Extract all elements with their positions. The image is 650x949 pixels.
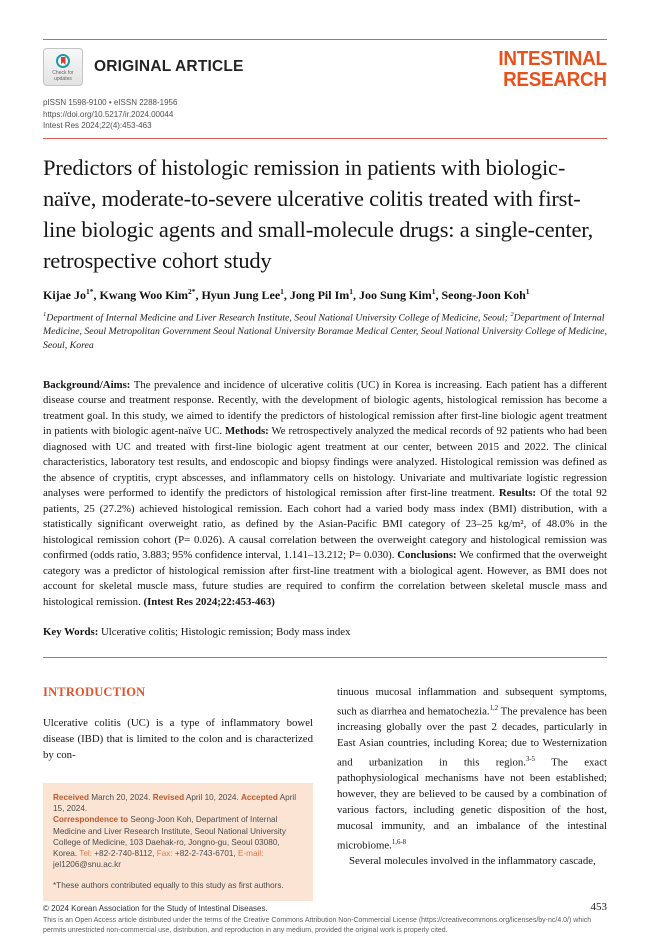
citation-line: Intest Res 2024;22(4):453-463 (43, 121, 152, 130)
two-column-body (43, 685, 607, 901)
correspondence (53, 814, 303, 870)
intro-paragraph-right-1 (337, 685, 607, 854)
check-for-updates-badge[interactable] (43, 48, 83, 86)
fax-number: +82-2-743-6701, (172, 849, 238, 859)
keywords-text: Ulcerative colitis; Histologic remission; Body mass index (98, 626, 351, 639)
affil-mark: 1 (43, 310, 47, 318)
history-dates (53, 792, 303, 815)
author: , Joo Sung Kim (353, 287, 432, 302)
reference-mark[interactable]: 1,6-8 (391, 838, 407, 846)
article-type-label: ORIGINAL ARTICLE (94, 58, 244, 75)
affiliations (43, 308, 607, 353)
abstract-section-label: Background/Aims: (43, 378, 131, 391)
author: , Jong Pil Im (283, 287, 350, 302)
footer (43, 901, 607, 949)
tel-number: +82-2-740-8112, (92, 849, 157, 859)
affiliation-1: Department of Internal Medicine and Liver Research Institute, Seoul National University College of Medicine, Seoul; (46, 311, 511, 323)
journal-name-line1: INTESTINAL (498, 47, 607, 70)
section-divider-rule (43, 657, 607, 658)
received-label: Received (53, 792, 89, 802)
email-label: E-mail: (237, 849, 264, 859)
author: , Kwang Woo Kim (93, 287, 188, 302)
top-rule (43, 39, 607, 40)
fax-label: Fax: (156, 849, 173, 859)
correspondence-text: Seong-Joon Koh, Department of Internal Medicine and Liver Research Institute, Seoul National University College of Medicine, 103 Daehak-ro, Jongno-gu, Seoul 03080, Korea. (53, 815, 287, 859)
body-text: The prevalence has been increasing globally over the past 2 decades, particularly in East Asian countries, including Korea; due to Westernization and urbanization in this region. (337, 705, 608, 769)
abstract-citation: (Intest Res 2024;22:453-463) (143, 595, 275, 608)
author-affil-mark: 1* (86, 286, 94, 296)
introduction-heading: INTRODUCTION (43, 685, 146, 700)
copyright-line: © 2024 Korean Association for the Study of Intestinal Diseases. (43, 904, 268, 914)
article-history-box (43, 783, 313, 901)
publication-info (43, 97, 607, 132)
reference-mark[interactable]: 3-5 (525, 756, 536, 764)
email-address[interactable]: jel1206@snu.ac.kr (53, 860, 121, 870)
journal-name-line2: RESEARCH (503, 68, 607, 91)
abstract-section-text: We confirmed that the overweight category was a predictor of histological remission after first-line treatment with a biological agent. However, as BMI does not account for skeletal muscle mass, future studies are required to confirm the correlation between skeletal muscle mass and histological remission. (43, 549, 607, 608)
author-affil-mark: 1 (525, 286, 530, 296)
abstract (43, 378, 607, 611)
accepted-label: Accepted (241, 792, 278, 802)
received-date: March 20, 2024. (88, 792, 153, 802)
abstract-section-text: We retrospectively analyzed the medical records of 92 patients who had been diagnosed with UC and treated with first-line biologic agent treatment at our center, between 2015 and 2022. The clinical characteristics, laboratory test results, and endoscopic and biopsy findings were analyzed. Histological remission was defined as the absence of cryptitis, crypt abscesses, and inflammatory cells on histology. Univariate and multivariate logistic regression analyses were performed to identify the predictors of histological remission after first-line treatment. (43, 425, 608, 500)
article-title: Predictors of histologic remission in patients with biologic-naïve, moderate-to-severe ulcerative colitis treated with first-line biologic agents and small-molecule drugs: a single-center, retrospective cohort study (43, 154, 594, 273)
header-rule (43, 138, 607, 139)
author-affil-mark: 1 (280, 286, 284, 296)
abstract-section-label: Conclusions: (397, 549, 457, 562)
revised-date: April 10, 2024. (184, 792, 241, 802)
affil-mark: 2 (510, 310, 514, 318)
abstract-section-text: Of the total 92 patients, 25 (27.2%) achieved histological remission. Each cohort had a varied body mass index (BMI) distribution, with a statistically significant overweight ratio, as defined by the Asian-Pacific BMI category of 23–25 kg/m², of 48.0% in the histological remission cohort (P= 0.026). A causal correlation between the overweight category and histological remission was confirmed (odds ratio, 3.883; 95% confidence interval, 1.141–13.212; P= 0.030). (43, 487, 607, 562)
author-list (43, 287, 607, 303)
abstract-section-text: The prevalence and incidence of ulcerative colitis (UC) in Korea is increasing. Each patient has a different disease course and treatment response. Recently, with the development of biologic agents, histological remission has become a treatment goal. In this study, we aimed to identify the predictors of histological remission after first-line biologic agent treatment in patients with biologic agent-naïve UC. (43, 378, 607, 438)
badge-text-line2: updates (54, 76, 72, 82)
author-affil-mark: 1 (431, 286, 436, 296)
accepted-date: April 15, 2024. (53, 792, 297, 813)
badge-text (52, 70, 73, 82)
body-text: The exact pathophysiological mechanisms have not been established; however, they are believed to be caused by a combination of various factors, including genetic disposition of the host, mucosal immunity, and an imbalance of the intestinal microbiome. (337, 756, 607, 852)
revised-label: Revised (152, 792, 185, 802)
abstract-section-label: Results: (498, 487, 537, 500)
correspondence-label: Correspondence to (53, 815, 129, 825)
left-column (43, 685, 313, 901)
author: Kijae Jo (43, 287, 86, 302)
intro-paragraph-left: Ulcerative colitis (UC) is a type of inflammatory bowel disease (IBD) that is limited to the colon and is characterized by con- (43, 717, 313, 761)
journal-logo (499, 48, 607, 90)
license-text: This is an Open Access article distributed under the terms of the Creative Commons Attribution Non-Commercial License (https://creativecommons.org/licenses/by-nc/4.0/) which permits unrestricted non-commercial use, distribution, and reproduction in any medium, provided the original work is properly cited. (43, 917, 592, 934)
author: , Hyun Jung Lee (195, 287, 281, 302)
body-text: tinuous mucosal inflammation and subsequent symptoms, such as diarrhea and hematochezia. (337, 686, 607, 718)
header (43, 48, 607, 90)
page-number: 453 (590, 901, 607, 914)
badge-text-line1: Check for (52, 70, 74, 76)
equal-contribution-footnote: *These authors contributed equally to this study as first authors. (53, 880, 284, 890)
author: , Seong-Joon Koh (435, 287, 526, 302)
author-affil-mark: 1 (349, 286, 353, 296)
abstract-section-label: Methods: (224, 425, 269, 438)
keywords (43, 625, 607, 640)
footer-row (43, 901, 607, 913)
keywords-label: Key Words: (43, 626, 99, 639)
doi-link[interactable]: https://doi.org/10.5217/ir.2024.00044 (43, 109, 174, 119)
reference-mark[interactable]: 1,2 (489, 705, 499, 713)
crossmark-icon (56, 54, 70, 68)
tel-label: Tel: (79, 849, 92, 859)
issn-line: pISSN 1598-9100 • eISSN 2288-1956 (43, 98, 178, 107)
right-column (337, 685, 607, 901)
affiliation-2: Department of Internal Medicine, Seoul Metropolitan Government Seoul National University Boramae Medical Center, Seoul National University College of Medicine, Seoul, Korea (43, 311, 607, 351)
bookmark-icon (61, 57, 66, 65)
header-left (43, 48, 244, 86)
intro-paragraph-right-2: Several molecules involved in the inflammatory cascade, (349, 855, 596, 868)
author-affil-mark: 2* (187, 286, 196, 296)
